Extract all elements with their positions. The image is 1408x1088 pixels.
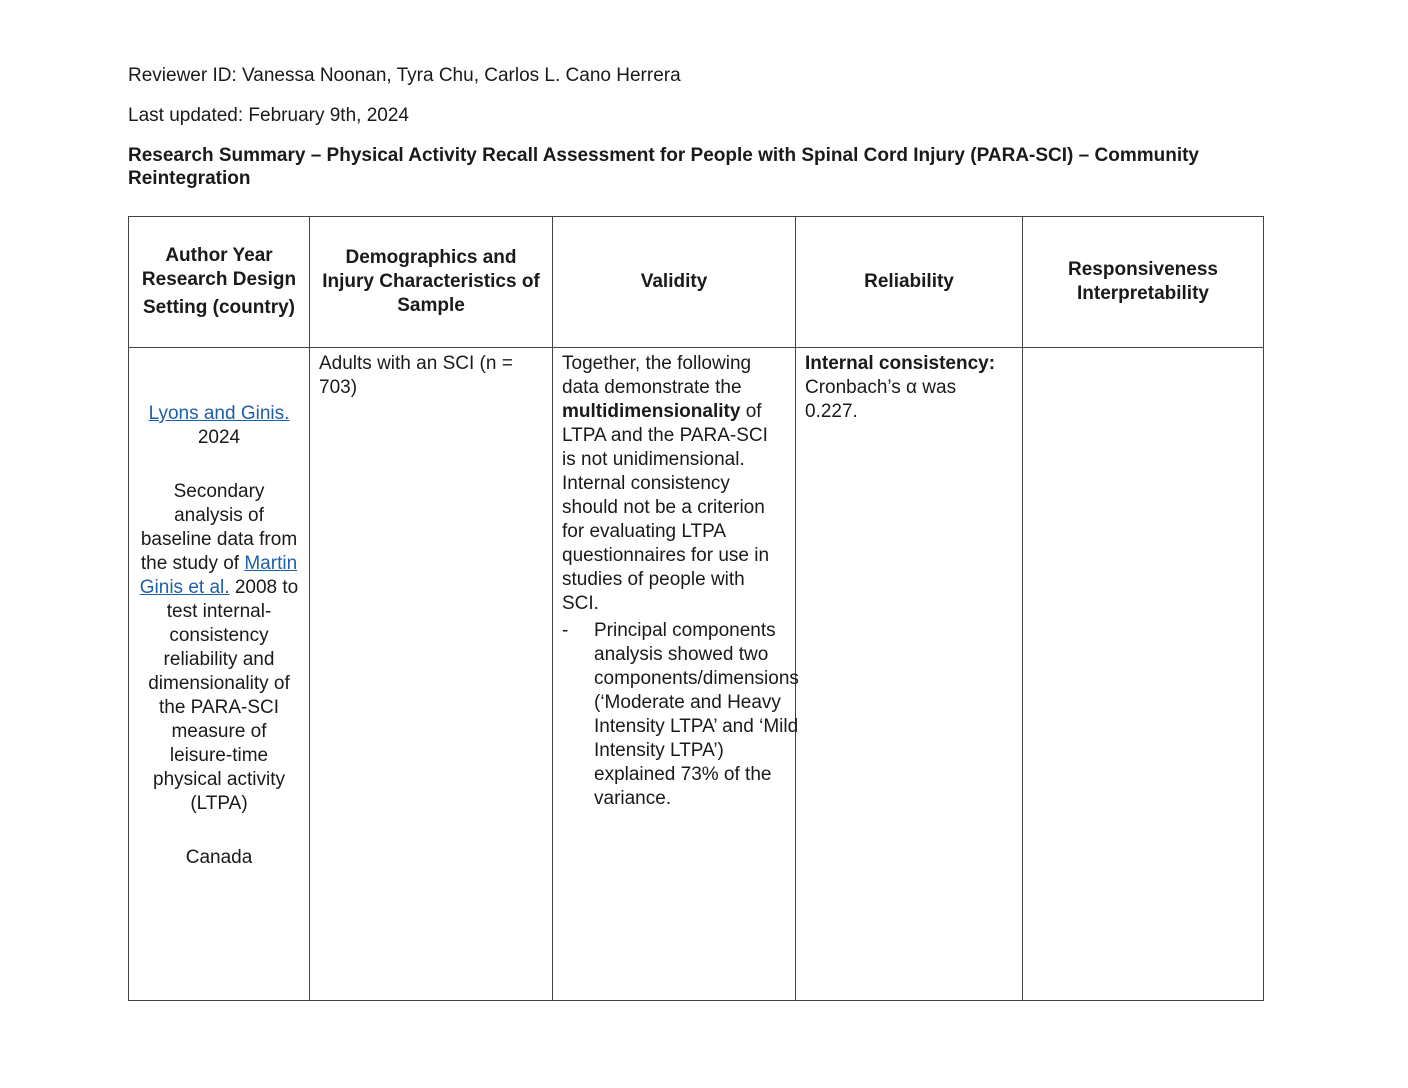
bullet-marker: - (562, 620, 569, 641)
last-updated: Last updated: February 9th, 2024 (128, 105, 409, 126)
author-link[interactable]: Lyons and Ginis. (148, 403, 290, 424)
research-summary-title: Research Summary – Physical Activity Recall Assessment for People with Spinal Cord Injury (PARA-SCI) – Community Reintegration (128, 145, 1199, 189)
design-text-post: 2008 to test internal-consistency reliability and dimensionality of the PARA-SCI measure of leisure-time physical activity (LTPA) (148, 577, 299, 814)
validity-text-post: of LTPA and the PARA-SCI is not unidimensional. Internal consistency should not be a criterion for evaluating LTPA questionnaires for use in studies of people with SCI. (562, 401, 770, 614)
header-reliability: Reliability (796, 217, 1023, 348)
header-responsiveness: Responsiveness (1068, 259, 1218, 280)
cell-responsiveness (1023, 348, 1264, 1001)
header-author-design-setting (129, 217, 310, 348)
header-validity: Validity (553, 217, 796, 348)
header-setting: Setting (country) (143, 297, 295, 318)
reviewer-id: Reviewer ID: Vanessa Noonan, Tyra Chu, Carlos L. Cano Herrera (128, 65, 681, 86)
validity-keyword: multidimensionality (562, 401, 741, 422)
validity-text-pre: Together, the following data demonstrate the (562, 353, 752, 398)
cell-author-design-setting (129, 348, 310, 1001)
martin-ginis-link[interactable]: Martin Ginis et al. (139, 553, 298, 598)
country: Canada (185, 847, 253, 868)
header-responsiveness-interpretability (1023, 217, 1264, 348)
reliability-heading: Internal consistency: (805, 353, 996, 374)
study-year: 2024 (197, 427, 241, 448)
validity-bullet (562, 619, 799, 811)
cell-reliability (796, 348, 1023, 1001)
design-text-pre: Secondary analysis of baseline data from the study of (140, 481, 298, 574)
validity-summary (562, 352, 786, 616)
header-interpretability: Interpretability (1077, 283, 1209, 304)
table-header-row (129, 217, 1264, 348)
research-summary-table (128, 216, 1264, 1001)
table-row (129, 348, 1264, 1001)
cell-demographics: Adults with an SCI (n = 703) (310, 348, 553, 1001)
header-author-year: Author Year (165, 245, 273, 266)
header-research-design: Research Design (141, 269, 297, 290)
validity-bullet-text: Principal components analysis showed two components/dimensions (‘Moderate and Heavy Intensity LTPA’ and ‘Mild Intensity LTPA’) explained 73% of the variance. (594, 620, 799, 809)
header-demographics: Demographics and Injury Characteristics of Sample (310, 217, 553, 348)
cell-validity (553, 348, 799, 1001)
research-design (138, 480, 300, 816)
reliability-text: Cronbach’s α was 0.227. (805, 377, 957, 422)
